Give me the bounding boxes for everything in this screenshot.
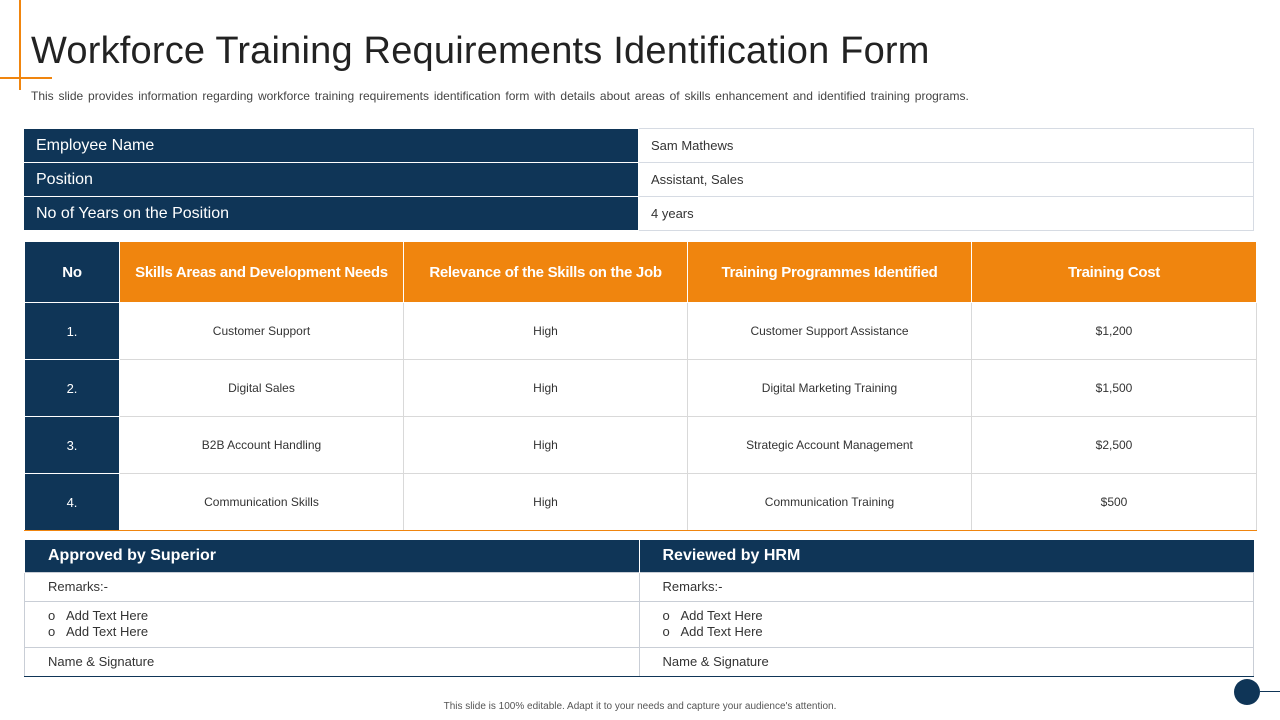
header-no: No [25,242,120,303]
bullet-marker: o [48,624,56,639]
approval-table [24,540,1254,677]
header-skills-areas: Skills Areas and Development Needs [120,242,404,303]
bullet-text: Add Text Here [680,608,763,623]
skill-relevance: High [404,474,688,531]
skill-area: Digital Sales [120,360,404,417]
skill-relevance: High [404,360,688,417]
header-training-programmes: Training Programmes Identified [688,242,972,303]
signature-row [25,647,1254,676]
bullets-row [25,601,1254,647]
skill-area: Customer Support [120,303,404,360]
employee-row [24,197,1254,231]
skill-area: B2B Account Handling [120,417,404,474]
hrm-remarks-label: Remarks:- [639,572,1254,601]
table-row [25,360,1257,417]
training-cost: $500 [972,474,1257,531]
table-row [25,474,1257,531]
superior-bullets [25,601,640,647]
accent-corner-horizontal [0,77,52,79]
skills-table [24,241,1257,531]
employee-name-value: Sam Mathews [639,129,1254,163]
approved-by-superior-header: Approved by Superior [25,540,640,572]
years-label: No of Years on the Position [24,197,639,231]
employee-info-table [23,128,1254,231]
skill-relevance: High [404,417,688,474]
reviewed-by-hrm-header: Reviewed by HRM [639,540,1254,572]
row-number: 4. [25,474,120,531]
hrm-bullets [639,601,1254,647]
training-cost: $1,200 [972,303,1257,360]
superior-signature-label: Name & Signature [25,647,640,676]
bullet-item [663,608,1254,624]
training-programme: Digital Marketing Training [688,360,972,417]
row-number: 2. [25,360,120,417]
approval-header-row [25,540,1254,572]
page-subtitle: This slide provides information regarding workforce training requirements identification form with details about areas of skills enhancement and identified training programs. [31,89,969,103]
table-row [25,417,1257,474]
hrm-signature-label: Name & Signature [639,647,1254,676]
decorative-line [1260,691,1280,692]
training-programme: Communication Training [688,474,972,531]
bullet-item [663,624,1254,640]
position-value: Assistant, Sales [639,163,1254,197]
training-programme: Customer Support Assistance [688,303,972,360]
decorative-circle [1234,679,1260,705]
header-relevance: Relevance of the Skills on the Job [404,242,688,303]
training-cost: $1,500 [972,360,1257,417]
bullet-item [48,624,639,640]
years-value: 4 years [639,197,1254,231]
employee-name-label: Employee Name [24,129,639,163]
table-row [25,303,1257,360]
skill-area: Communication Skills [120,474,404,531]
employee-row [24,163,1254,197]
bullet-marker: o [48,608,56,623]
footer-note: This slide is 100% editable. Adapt it to your needs and capture your audience's attention. [443,701,837,712]
superior-remarks-label: Remarks:- [25,572,640,601]
row-number: 1. [25,303,120,360]
bullet-item [48,608,639,624]
training-cost: $2,500 [972,417,1257,474]
skills-header-row [25,242,1257,303]
bullet-marker: o [662,624,670,639]
page-title: Workforce Training Requirements Identification Form [31,30,930,72]
position-label: Position [24,163,639,197]
bullet-text: Add Text Here [66,624,149,639]
remarks-row [25,572,1254,601]
skill-relevance: High [404,303,688,360]
training-programme: Strategic Account Management [688,417,972,474]
row-number: 3. [25,417,120,474]
bullet-marker: o [662,608,670,623]
bullet-text: Add Text Here [66,608,149,623]
header-training-cost: Training Cost [972,242,1257,303]
employee-row [24,129,1254,163]
bullet-text: Add Text Here [680,624,763,639]
